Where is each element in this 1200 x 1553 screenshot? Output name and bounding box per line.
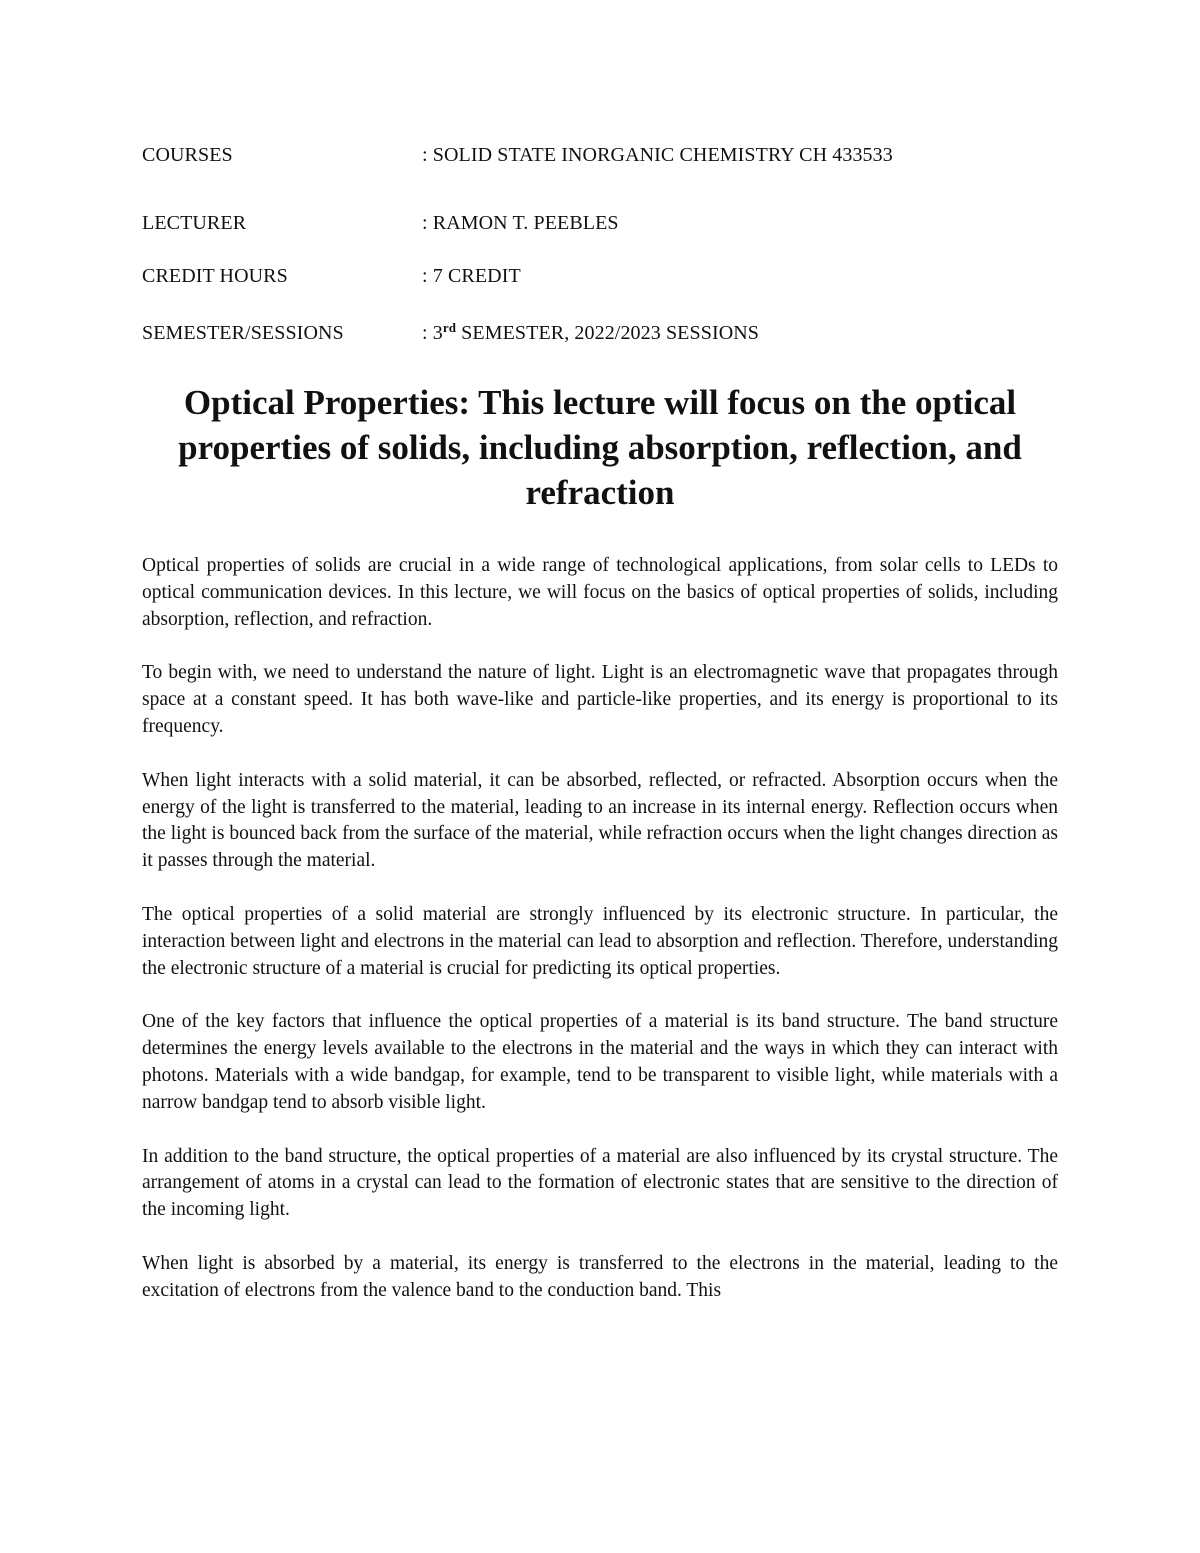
courses-value: : SOLID STATE INORGANIC CHEMISTRY CH 433533 [422,144,893,166]
body-paragraph: One of the key factors that influence the optical properties of a material is its band structure. The band structure determines the energy levels available to the electrons in the material and the ways in which they can interact with photons. Materials with a wide bandgap, for example, tend to be transparent to visible light, while materials with a narrow bandgap tend to absorb visible light. [142,1011,1058,1113]
semester-value-prefix: : 3 [422,322,443,344]
credit-hours-row [142,265,1062,295]
lecture-title: Optical Properties: This lecture will focus on the optical properties of solids, including absorption, reflection, and refraction [178,383,1022,512]
semester-row [142,322,1062,352]
semester-label: SEMESTER/SESSIONS [142,322,344,344]
body-paragraph: To begin with, we need to understand the nature of light. Light is an electromagnetic wave that propagates through space at a constant speed. It has both wave-like and particle-like properties, and its energy is proportional to its frequency. [142,662,1058,737]
semester-value [422,322,759,345]
semester-value-suffix: SEMESTER, 2022/2023 SESSIONS [456,322,760,344]
semester-ordinal-suffix: rd [442,320,457,335]
lecturer-value: : RAMON T. PEEBLES [422,212,619,234]
lecturer-row [142,212,1062,242]
credit-hours-value: : 7 CREDIT [422,265,521,287]
body-paragraph: When light is absorbed by a material, its energy is transferred to the electrons in the material, leading to the excitation of electrons from the valence band to the conduction band. This [142,1252,1058,1301]
credit-hours-label: CREDIT HOURS [142,265,288,287]
lecturer-label: LECTURER [142,212,247,234]
body-paragraph: Optical properties of solids are crucial in a wide range of technological applications, from solar cells to LEDs to optical communication devices. In this lecture, we will focus on the basics of optical properties of solids, including absorption, reflection, and refraction. [142,555,1058,630]
body-paragraph: In addition to the band structure, the optical properties of a material are also influenced by its crystal structure. The arrangement of atoms in a crystal can lead to the formation of electronic states that are sensitive to the direction of the incoming light. [142,1145,1058,1221]
body-paragraph: The optical properties of a solid material are strongly influenced by its electronic structure. In particular, the interaction between light and electrons in the material can lead to absorption and reflection. Therefore, understanding the electronic structure of a material is crucial for predicting its optical properties. [142,903,1058,979]
courses-label: COURSES [142,144,233,166]
courses-row [142,144,1062,174]
body-paragraph: When light interacts with a solid material, it can be absorbed, reflected, or refracted. Absorption occurs when the energy of the light is transferred to the material, leading to an increase in its internal energy. Reflection occurs when the light is bounced back from the surface of the material, while refraction occurs when the light changes direction as it passes through the material. [142,769,1058,872]
lecture-body [142,553,1058,1305]
